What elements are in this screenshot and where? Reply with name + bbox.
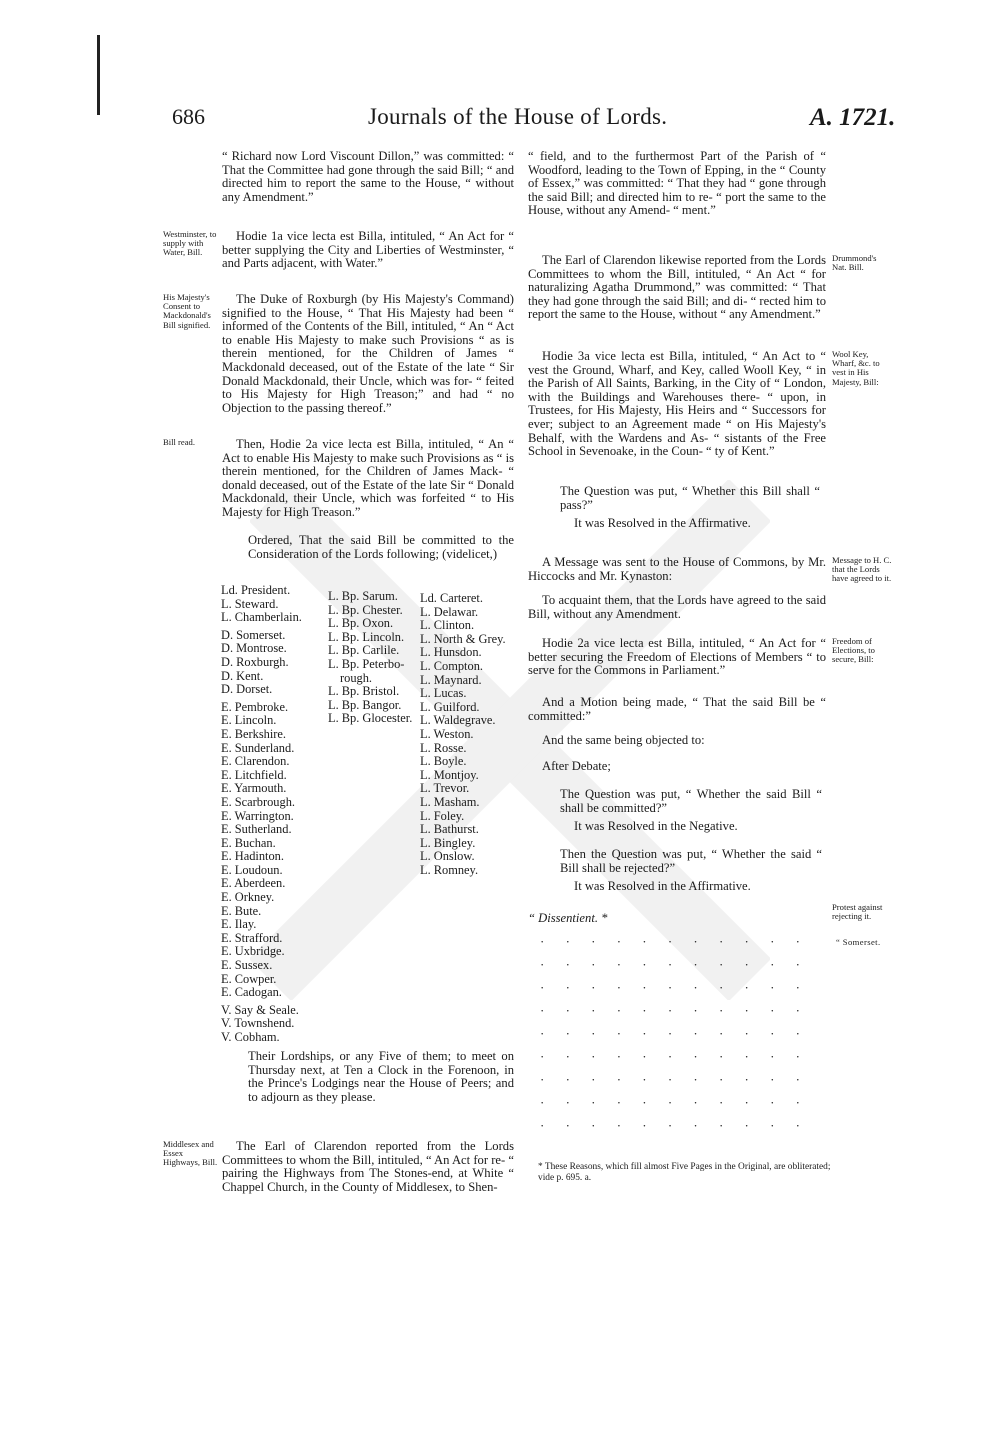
lord-entry: L. Foley. (420, 808, 465, 823)
lord-entry: V. Say & Seale. (221, 1002, 299, 1017)
lord-entry: L. Lucas. (420, 686, 467, 701)
dot-row: · · · · · · · · · · · (540, 980, 800, 995)
running-title: Journals of the House of Lords. (368, 104, 668, 129)
lord-entry: E. Buchan. (221, 835, 276, 850)
lord-entry: L. Masham. (420, 794, 480, 809)
lord-entry: L. Onslow. (420, 849, 475, 864)
margin-note-westminster: Westminster, to supply with Water, Bill. (163, 229, 217, 258)
lord-entry: E. Orkney. (221, 890, 275, 905)
margin-note-woolkey: Wool Key, Wharf, &c. to vest in His Majesty, Bill: (832, 349, 880, 387)
lord-entry: L. Hunsdon. (420, 645, 482, 660)
obliterated-reasons (540, 934, 800, 1141)
lord-entry: L. Bp. Oxon. (328, 616, 394, 631)
lord-entry: D. Dorset. (221, 682, 273, 697)
lord-entry: E. Loudoun. (221, 862, 283, 877)
lord-entry: L. Steward. (221, 596, 279, 611)
lord-entry: E. Lincoln. (221, 713, 277, 728)
lord-entry: L. Trevor. (420, 781, 470, 796)
lord-entry: L. Clinton. (420, 618, 475, 633)
lords-group-viscounts (221, 1004, 321, 1045)
lord-entry: E. Pembroke. (221, 699, 289, 714)
margin-note-consent: His Majesty's Consent to Mackdonald's Bill signified. (163, 292, 211, 330)
lord-entry: E. Uxbridge. (221, 944, 285, 959)
right-resolved-3: It was Resolved in the Affirmative. (574, 879, 751, 893)
left-para-5: Ordered, That the said Bill be committed to the Consideration of the Lords following; (videlicet,) (248, 533, 514, 561)
lord-entry: L. Delawar. (420, 604, 479, 619)
lord-entry: L. Guilford. (420, 699, 480, 714)
lord-entry: L. Bp. Bangor. (328, 697, 402, 712)
lord-entry: L. Waldegrave. (420, 713, 496, 728)
lord-entry: L. Bathurst. (420, 822, 479, 837)
dot-row: · · · · · · · · · · · (540, 1026, 800, 1041)
lord-entry: L. Chamberlain. (221, 610, 302, 625)
lord-entry: E. Strafford. (221, 930, 283, 945)
right-resolved-1: It was Resolved in the Affirmative. (574, 516, 751, 530)
lord-entry: L. Romney. (420, 862, 479, 877)
right-para-9: After Debate; (542, 759, 611, 773)
lord-entry: L. Bp. Glocester. (328, 711, 413, 726)
page-number: 686 (172, 104, 205, 129)
left-para-6: Their Lordships, or any Five of them; to meet on Thursday next, at Ten a Clock in the Forenoon, in the Prince's Lodgings near the House of Peers; and to adjourn as they please. (248, 1049, 514, 1104)
right-para-4: A Message was sent to the House of Commons, by Mr. Hiccocks and Mr. Kynaston: (528, 555, 826, 583)
lord-entry: L. North & Grey. (420, 631, 506, 646)
dot-row: · · · · · · · · · · · (540, 1003, 800, 1018)
margin-rule (97, 35, 100, 115)
lord-entry: L. Weston. (420, 726, 474, 741)
lord-entry: D. Kent. (221, 668, 264, 683)
margin-note-middlesex: Middlesex and Essex Highways, Bill. (163, 1139, 218, 1168)
margin-note-drummond: Drummond's Nat. Bill. (832, 253, 877, 273)
dissentient-label: “ Dissentient. * (528, 911, 608, 925)
lords-column-2 (328, 590, 420, 726)
margin-note-protest: Protest against rejecting it. (832, 902, 883, 922)
left-para-1: “ Richard now Lord Viscount Dillon,” was committed: “ That the Committee had gone through the said Bill; “ and directed him to report the same to the House, “ without any Amendment.” (222, 149, 514, 204)
left-para-3: The Duke of Roxburgh (by His Majesty's Command) signified to the House, “ That His Majesty had been “ informed of the Contents of the Bill, intituled, “ An “ Act to enable His Majesty to make such Provisions “ as is therein mentioned, for the Children of James “ Mackdonald deceased, out of the Estate of the late “ Sir Donald Mackdonald, their Uncle, which was for- “ feited to His Majesty for High Treason;” and had “ no Objection to the passing thereof.” (222, 292, 514, 415)
lord-entry: L. Bingley. (420, 835, 476, 850)
lord-entry: L. Bp. Lincoln. (328, 629, 405, 644)
right-para-3: Hodie 3a vice lecta est Billa, intituled, “ An Act to “ vest the Ground, Wharf, and Key, called Wooll Key, “ in the Parish of All Saints, Barking, in the City of “ London, with the Buildings and Warehouses there- “ upon, in Trustees, for His Majesty, His Heirs and “ Successors for ever; subject to an Agreement made “ on His Majesty's Behalf, with the Wardens and As- “ sistants of the Free School in Sevenoake, in the Coun- “ ty of Kent.” (528, 349, 826, 459)
dot-row: · · · · · · · · · · · (540, 1118, 800, 1133)
lord-entry: L. Montjoy. (420, 767, 479, 782)
right-para-2: The Earl of Clarendon likewise reported from the Lords Committees to whom the Bill, intituled, “ An Act “ for naturalizing Agatha Drummond,” was committed: “ That they had gone through the said Bill; and di- “ rected him to report the same to the House, without “ any Amendment.” (528, 253, 826, 322)
lord-entry: D. Roxburgh. (221, 654, 289, 669)
right-para-5: To acquaint them, that the Lords have agreed to the said Bill, without any Amendment. (528, 593, 826, 621)
right-question-1: The Question was put, “ Whether this Bill shall “ pass?” (560, 484, 820, 512)
lord-entry: L. Bp. Carlile. (328, 643, 400, 658)
lords-group-officers (221, 584, 321, 625)
margin-note-billread: Bill read. (163, 437, 195, 447)
lord-entry: E. Clarendon. (221, 754, 290, 769)
lord-entry: E. Cowper. (221, 971, 277, 986)
lord-entry: E. Sunderland. (221, 740, 295, 755)
lords-column-1 (221, 584, 321, 1045)
dot-row: · · · · · · · · · · · (540, 957, 800, 972)
left-para-2: Hodie 1a vice lecta est Billa, intituled, “ An Act for “ better supplying the City and Liberties of Westminster, “ and Parts adjacent, with Water.” (222, 229, 514, 271)
margin-note-message: Message to H. C. that the Lords have agreed to it. (832, 555, 892, 584)
lord-entry: E. Litchfield. (221, 767, 287, 782)
dot-row: · · · · · · · · · · · (540, 1095, 800, 1110)
lord-entry: rough. (340, 670, 373, 685)
lord-entry: L. Bp. Sarum. (328, 589, 398, 603)
running-year: A. 1721. (810, 104, 896, 131)
lord-entry: E. Aberdeen. (221, 876, 286, 891)
dot-row: · · · · · · · · · · · (540, 1049, 800, 1064)
lord-entry: E. Ilay. (221, 917, 257, 932)
right-para-6: Hodie 2a vice lecta est Billa, intituled, “ An Act for “ better securing the Freedom of Elections of Members “ to serve for the Commons in Parliament.” (528, 636, 826, 678)
lord-entry: E. Scarbrough. (221, 794, 295, 809)
lord-entry: E. Hadinton. (221, 849, 284, 864)
lord-entry: D. Montrose. (221, 641, 287, 656)
lord-entry: V. Townshend. (221, 1016, 295, 1031)
right-para-7: And a Motion being made, “ That the said Bill be “ committed:” (528, 695, 826, 723)
lord-entry: Ld. President. (221, 583, 291, 597)
lord-entry: L. Bp. Peterbo- (328, 656, 405, 671)
lord-entry: L. Compton. (420, 658, 483, 673)
lord-entry: E. Sussex. (221, 958, 273, 973)
left-column (222, 150, 514, 214)
left-para-7: The Earl of Clarendon reported from the Lords Committees to whom the Bill, intituled, “ An Act for re- “ pairing the Highways from The Stones-end, at White “ Chappel Church, in the County of Middlesex, to Shen- (222, 1139, 514, 1194)
lord-entry: E. Cadogan. (221, 985, 282, 1000)
right-resolved-2: It was Resolved in the Negative. (574, 819, 738, 833)
lord-entry: L. Maynard. (420, 672, 482, 687)
dot-row: · · · · · · · · · · · (540, 934, 800, 949)
lords-group-earls (221, 701, 321, 1000)
signatory-somerset: “ Somerset. (836, 937, 881, 947)
right-para-1: “ field, and to the furthermost Part of the Parish of “ Woodford, leading to the Town of Epping, in the “ County of Essex,” was committed: “ That they had “ gone through the said Bill; and directed him to re- “ port the same to the House, without any Amend- “ ment.” (528, 149, 826, 218)
lord-entry: E. Yarmouth. (221, 781, 287, 796)
dot-row: · · · · · · · · · · · (540, 1072, 800, 1087)
margin-note-freedom: Freedom of Elections, to secure, Bill: (832, 636, 875, 665)
lord-entry: V. Cobham. (221, 1030, 280, 1044)
lord-entry: E. Warrington. (221, 808, 294, 823)
lord-entry: E. Berkshire. (221, 726, 287, 741)
lords-column-3 (420, 592, 516, 877)
lord-entry: E. Sutherland. (221, 822, 292, 837)
lord-entry: L. Rosse. (420, 740, 467, 755)
lord-entry: L. Bp. Bristol. (328, 684, 400, 699)
lord-entry: E. Bute. (221, 903, 262, 918)
lord-entry: L. Bp. Chester. (328, 602, 403, 617)
lords-group-dukes (221, 629, 321, 697)
right-para-8: And the same being objected to: (542, 733, 705, 747)
right-question-2: The Question was put, “ Whether the said Bill “ shall be committed?” (560, 787, 822, 815)
left-para-4: Then, Hodie 2a vice lecta est Billa, intituled, “ An “ Act to enable His Majesty to make such Provisions as “ is therein mentioned, for the Children of James Mack- “ donald deceased, out of the Estate of the late Sir “ Donald Mackdonald, their Uncle, which was forfeited “ to His Majesty for High Treason.” (222, 437, 514, 519)
right-question-3: Then the Question was put, “ Whether the said “ Bill shall be rejected?” (560, 847, 822, 875)
lord-entry: D. Somerset. (221, 627, 286, 642)
lord-entry: Ld. Carteret. (420, 591, 483, 605)
lord-entry: L. Boyle. (420, 754, 467, 769)
footnote: * These Reasons, which fill almost Five Pages in the Original, are obliterated; vide p. 695. a. (538, 1162, 831, 1183)
